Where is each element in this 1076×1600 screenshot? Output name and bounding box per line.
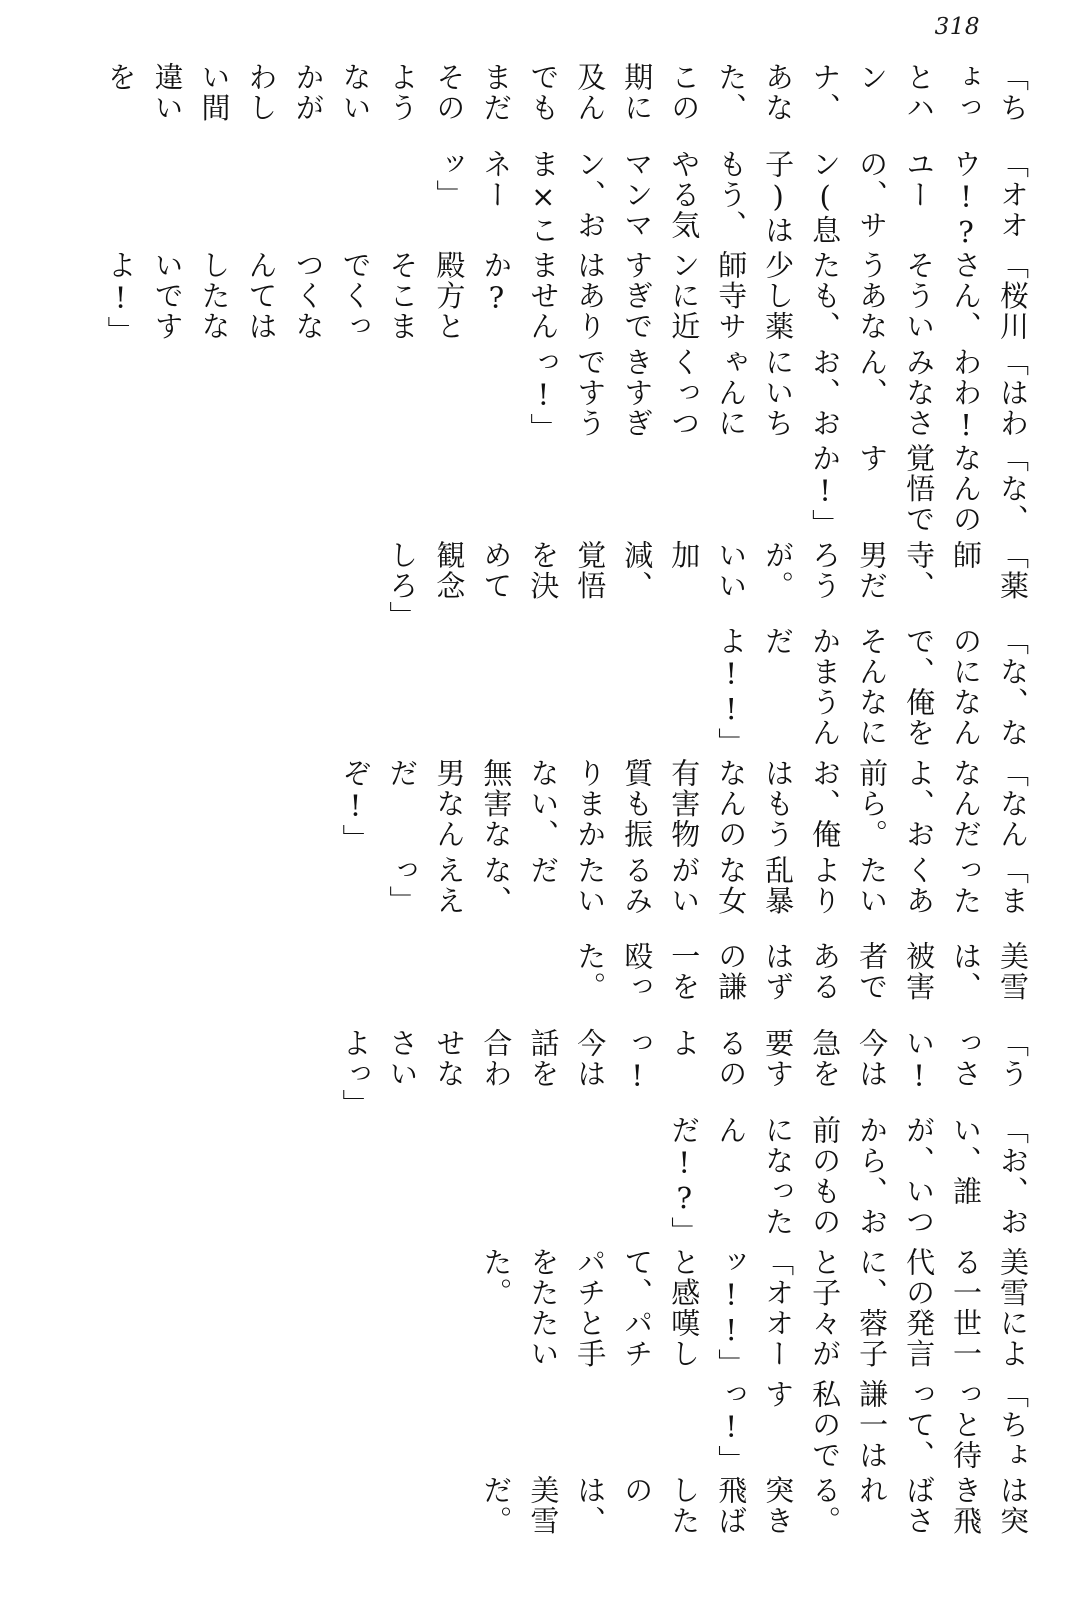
paragraph: 「ちょっとハンナ、あなた、この期に及んでもまだそのようないかがわしい間違いを (103, 61, 1030, 123)
paragraph: 「桜川さん、そういうあなたも、少し薬師寺サンに近すぎではありませんか? 殿方とそこまでくっつくなんてはしたないですよ!」 (103, 250, 1030, 347)
paragraph: 「薬師寺、男だろうが。いい加減、覚悟を決めて観念しろ」 (385, 539, 1030, 632)
paragraph: 「はわわわ! みなさん、お、おにいちゃんにくっつきすぎですうっ!」 (526, 346, 1030, 444)
paragraph: 「な、なのになんで、俺をそんなにかまうんだよ!!」 (714, 626, 1030, 759)
paragraph: 「うっさい! 今は急を要するのよっ! 今は話を合わせなさいよっ」 (338, 1028, 1030, 1120)
paragraph: 「ちょっと待って、謙一は私のですっ!」 (714, 1378, 1030, 1476)
paragraph: 「な、なんの覚悟ですか!」 (808, 443, 1030, 540)
page-number: 318 (934, 14, 980, 40)
paragraph: 「オオウ!? ユーの、サン(息子)はもう、やる気マンマン、おま×こネーッ」 (432, 148, 1030, 251)
paragraph: 美雪は、被害者であるはずの謙一を殴った。 (573, 941, 1030, 1003)
paragraph: 美雪による一世一代の発言に、蓉子と子々が「オオーッ!!」と感嘆して、パチパチと手をたたいた。 (479, 1246, 1030, 1379)
paragraph: 「お、おい、誰が、いつから、お前のものになったんだ!?」 (667, 1114, 1030, 1247)
paragraph: 「まったくあたいより乱暴な女がいるみたいだな、ええっ」 (385, 854, 1030, 916)
paragraph: 「なんなんだよ、お前ら。お、俺はもうなんの有害物質も振りまかない、無害な男なんだぞ!」 (338, 758, 1030, 855)
paragraph: は突き飛ばされる。突き飛ばしたのは、美雪だ。 (479, 1475, 1030, 1537)
page-text-body (40, 62, 1036, 1562)
